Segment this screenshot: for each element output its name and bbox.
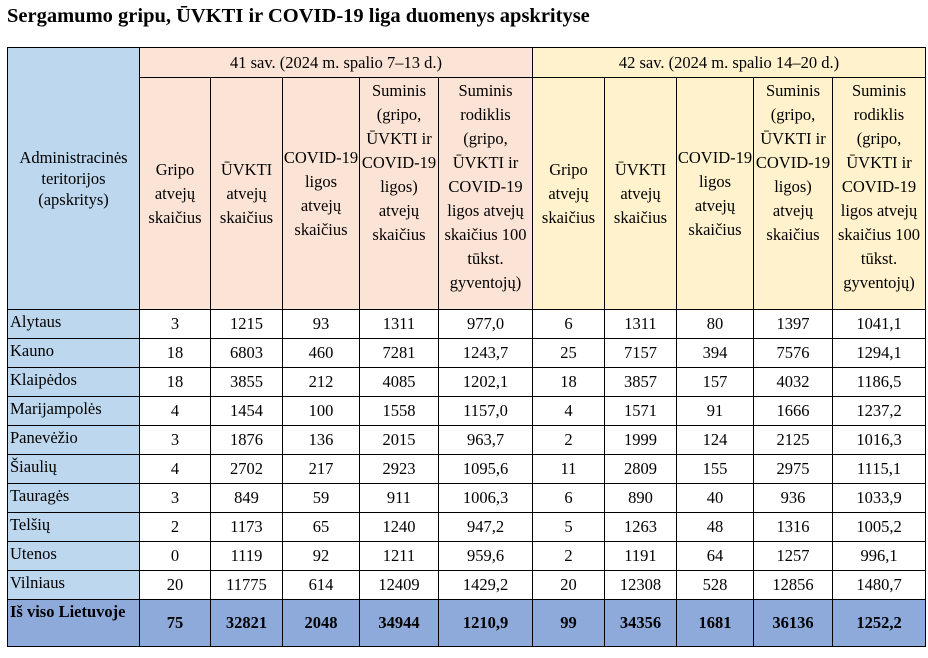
table-cell: 4085 [360,368,439,397]
table-cell: 1215 [211,310,283,339]
header-territory: Administracinės teritorijos (apskritys) [8,48,140,310]
table-cell: 1311 [360,310,439,339]
region-name: Tauragės [8,484,140,513]
region-name: Kauno [8,339,140,368]
table-cell: 1115,1 [833,455,926,484]
table-cell: 528 [677,571,754,600]
table-cell: 1186,5 [833,368,926,397]
total-cell: 99 [533,600,605,647]
table-cell: 947,2 [439,513,533,542]
table-cell: 12856 [754,571,833,600]
total-label: Iš viso Lietuvoje [8,600,140,647]
table-row [8,484,926,513]
region-name: Marijampolės [8,397,140,426]
table-cell: 2 [140,513,211,542]
table-cell: 20 [140,571,211,600]
table-cell: 849 [211,484,283,513]
table-cell: 40 [677,484,754,513]
total-row [8,600,926,647]
table-cell: 1316 [754,513,833,542]
table-cell: 1240 [360,513,439,542]
table-cell: 2 [533,426,605,455]
region-name: Vilniaus [8,571,140,600]
total-cell: 2048 [283,600,360,647]
table-cell: 890 [605,484,677,513]
total-cell: 75 [140,600,211,647]
table-cell: 2 [533,542,605,571]
header-total-w41: Suminis (gripo, ŪVKTI ir COVID-19 ligos) atvejų skaičius [360,78,439,310]
table-cell: 1294,1 [833,339,926,368]
table-cell: 1237,2 [833,397,926,426]
table-row [8,513,926,542]
table-cell: 1095,6 [439,455,533,484]
table-cell: 4 [140,397,211,426]
table-cell: 1999 [605,426,677,455]
table-cell: 2809 [605,455,677,484]
header-uvkti-w42: ŪVKTI atvejų skaičius [605,78,677,310]
header-covid-w42: COVID-19 ligos atvejų skaičius [677,78,754,310]
table-cell: 157 [677,368,754,397]
header-week-42: 42 sav. (2024 m. spalio 14–20 d.) [533,48,926,78]
table-cell: 911 [360,484,439,513]
table-cell: 3 [140,310,211,339]
table-cell: 6 [533,484,605,513]
table-cell: 1041,1 [833,310,926,339]
table-cell: 65 [283,513,360,542]
table-cell: 394 [677,339,754,368]
table-cell: 1202,1 [439,368,533,397]
table-cell: 25 [533,339,605,368]
total-cell: 36136 [754,600,833,647]
region-name: Šiaulių [8,455,140,484]
table-cell: 11 [533,455,605,484]
table-row [8,455,926,484]
table-cell: 936 [754,484,833,513]
table-cell: 12409 [360,571,439,600]
table-cell: 18 [140,368,211,397]
table-cell: 64 [677,542,754,571]
table-cell: 136 [283,426,360,455]
region-name: Utenos [8,542,140,571]
table-cell: 3857 [605,368,677,397]
header-rate-w42: Suminis rodiklis (gripo, ŪVKTI ir COVID-19 ligos atvejų skaičius 100 tūkst. gyventojų) [833,78,926,310]
table-cell: 4 [533,397,605,426]
table-cell: 2923 [360,455,439,484]
table-cell: 80 [677,310,754,339]
header-total-w42: Suminis (gripo, ŪVKTI ir COVID-19 ligos) atvejų skaičius [754,78,833,310]
table-cell: 614 [283,571,360,600]
region-name: Alytaus [8,310,140,339]
total-cell: 32821 [211,600,283,647]
table-cell: 1157,0 [439,397,533,426]
table-cell: 1173 [211,513,283,542]
table-cell: 1033,9 [833,484,926,513]
table-cell: 1876 [211,426,283,455]
table-cell: 12308 [605,571,677,600]
table-cell: 1480,7 [833,571,926,600]
table-cell: 6803 [211,339,283,368]
table-row [8,571,926,600]
header-uvkti-w41: ŪVKTI atvejų skaičius [211,78,283,310]
table-cell: 93 [283,310,360,339]
table-cell: 5 [533,513,605,542]
table-cell: 18 [140,339,211,368]
table-cell: 1191 [605,542,677,571]
table-cell: 4 [140,455,211,484]
header-flu-w41: Gripo atvejų skaičius [140,78,211,310]
table-cell: 3 [140,426,211,455]
header-row-weeks [8,48,926,78]
table-cell: 963,7 [439,426,533,455]
table-cell: 217 [283,455,360,484]
table-row [8,426,926,455]
table-cell: 7157 [605,339,677,368]
region-name: Telšių [8,513,140,542]
table-cell: 1311 [605,310,677,339]
table-cell: 996,1 [833,542,926,571]
total-cell: 1252,2 [833,600,926,647]
table-cell: 1006,3 [439,484,533,513]
table-cell: 0 [140,542,211,571]
table-cell: 1257 [754,542,833,571]
page-title: Sergamumo gripu, ŪVKTI ir COVID-19 liga duomenys apskrityse [7,5,590,27]
table-cell: 48 [677,513,754,542]
table-cell: 124 [677,426,754,455]
table-cell: 2125 [754,426,833,455]
table-cell: 1454 [211,397,283,426]
table-cell: 1211 [360,542,439,571]
table-cell: 2702 [211,455,283,484]
table-cell: 212 [283,368,360,397]
table-row [8,310,926,339]
table-cell: 1005,2 [833,513,926,542]
table-cell: 3855 [211,368,283,397]
table-cell: 100 [283,397,360,426]
table-cell: 2015 [360,426,439,455]
total-cell: 1210,9 [439,600,533,647]
table-cell: 977,0 [439,310,533,339]
table-row [8,542,926,571]
table-cell: 1558 [360,397,439,426]
total-cell: 34944 [360,600,439,647]
region-name: Panevėžio [8,426,140,455]
header-rate-w41: Suminis rodiklis (gripo, ŪVKTI ir COVID-19 ligos atvejų skaičius 100 tūkst. gyventojų) [439,78,533,310]
table-cell: 20 [533,571,605,600]
header-week-41: 41 sav. (2024 m. spalio 7–13 d.) [140,48,533,78]
region-name: Klaipėdos [8,368,140,397]
table-cell: 1666 [754,397,833,426]
table-row [8,397,926,426]
table-cell: 4032 [754,368,833,397]
header-row-columns [8,78,926,310]
table-cell: 1263 [605,513,677,542]
total-cell: 1681 [677,600,754,647]
table-cell: 2975 [754,455,833,484]
incidence-table [7,47,926,647]
table-row [8,368,926,397]
table-cell: 91 [677,397,754,426]
table-cell: 59 [283,484,360,513]
table-cell: 92 [283,542,360,571]
total-cell: 34356 [605,600,677,647]
table-cell: 1119 [211,542,283,571]
header-flu-w42: Gripo atvejų skaičius [533,78,605,310]
table-cell: 460 [283,339,360,368]
table-cell: 1016,3 [833,426,926,455]
table-cell: 959,6 [439,542,533,571]
table-cell: 1429,2 [439,571,533,600]
table-cell: 7281 [360,339,439,368]
table-cell: 1243,7 [439,339,533,368]
table-cell: 1571 [605,397,677,426]
table-cell: 155 [677,455,754,484]
table-cell: 6 [533,310,605,339]
table-cell: 11775 [211,571,283,600]
table-body [8,310,926,600]
table-cell: 7576 [754,339,833,368]
table-cell: 3 [140,484,211,513]
table-cell: 18 [533,368,605,397]
table-cell: 1397 [754,310,833,339]
table-row [8,339,926,368]
header-covid-w41: COVID-19 ligos atvejų skaičius [283,78,360,310]
